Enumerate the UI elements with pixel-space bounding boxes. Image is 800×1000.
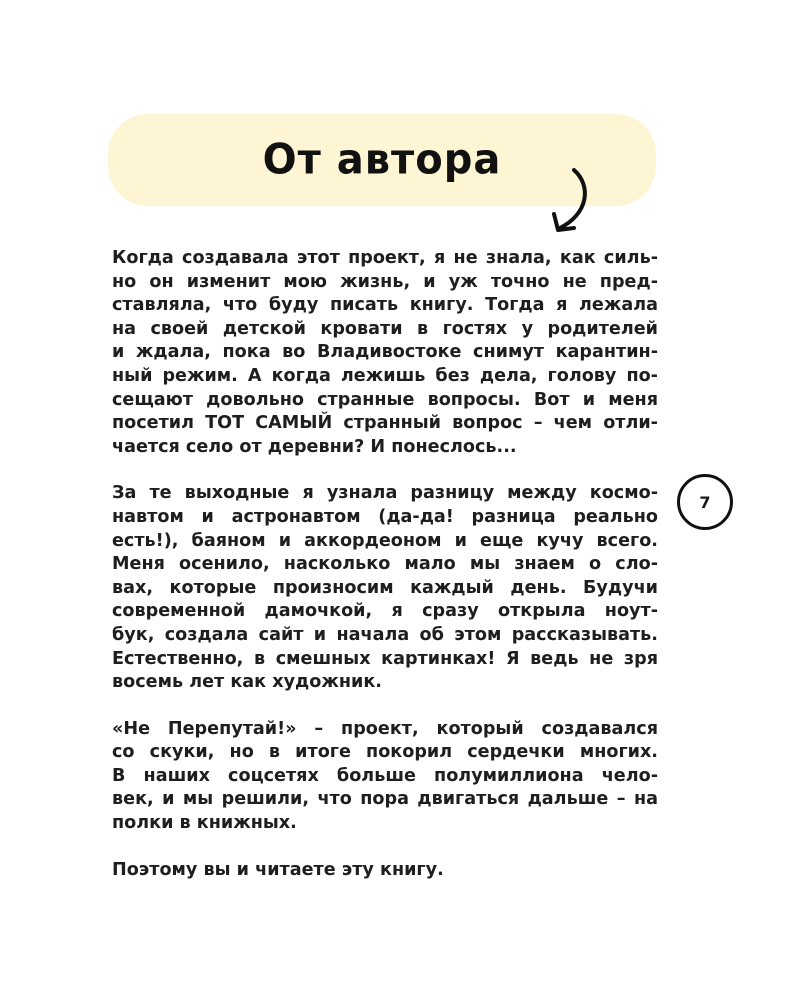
text-line: В наших соцсетях больше полумиллиона чело- (112, 765, 658, 786)
text-line: век, и мы решили, что пора двигаться дальше – на (112, 789, 658, 810)
text-line: Естественно, в смешных картинках! Я ведь не зря (112, 648, 658, 669)
text-line: есть!), баяном и аккордеоном и еще кучу всего. (112, 530, 658, 551)
paragraph (112, 718, 658, 836)
paragraph (112, 859, 658, 883)
text-line: вах, которые произносим каждый день. Будучи (112, 577, 658, 598)
text-line: но он изменит мою жизнь, и уж точно не пред- (112, 271, 658, 292)
text-line: ставляла, что буду писать книгу. Тогда я лежала (112, 295, 658, 316)
text-line: За те выходные я узнала разницу между космо- (112, 483, 658, 504)
text-line: Поэтому вы и читаете эту книгу. (112, 859, 444, 880)
text-line: «Не Перепутай!» – проект, который создавался (112, 718, 658, 739)
text-line: ный режим. А когда лежишь без дела, голову по- (112, 365, 658, 386)
page-number: 7 (677, 474, 733, 530)
text-line: навтом и астронавтом (да-да! разница реально (112, 506, 658, 527)
text-line: полки в книжных. (112, 813, 297, 834)
text-line: бук, создала сайт и начала об этом рассказывать. (112, 624, 658, 645)
text-line: сещают довольно странные вопросы. Вот и меня (112, 389, 658, 410)
text-line: чается село от деревни? И понеслось... (112, 436, 517, 457)
paragraph (112, 247, 658, 459)
curved-arrow-icon (540, 162, 610, 242)
text-line: восемь лет как художник. (112, 672, 382, 693)
body-text (112, 247, 658, 905)
text-line: Когда создавала этот проект, я не знала, как силь- (112, 248, 658, 268)
page-title: От автора (262, 135, 502, 185)
paragraph (112, 482, 658, 694)
text-line: со скуки, но в итоге покорил сердечки многих. (112, 742, 658, 763)
text-line: современной дамочкой, я сразу открыла ноут- (112, 601, 658, 622)
text-line: Меня осенило, насколько мало мы знаем о сло- (112, 554, 658, 575)
text-line: и ждала, пока во Владивостоке снимут карантин- (112, 342, 658, 363)
text-line: посетил ТОТ САМЫЙ странный вопрос – чем отли- (112, 413, 658, 434)
text-line: на своей детской кровати в гостях у родителей (112, 318, 658, 339)
